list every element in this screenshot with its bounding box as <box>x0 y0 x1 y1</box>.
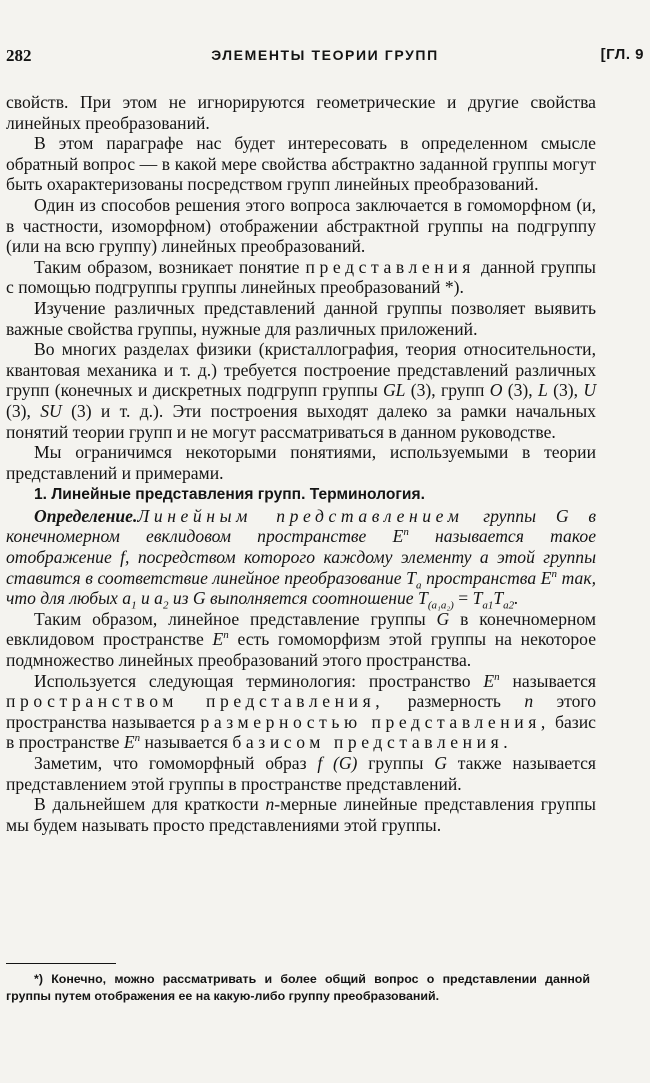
paragraph: Во многих разделах физики (кристаллография, теория относительности, квантовая механика и т. д.) требуется построение представлений различных групп (конечных и дискретных подгрупп группы GL (3), групп O (3), L (3), U (3), SU (3) и т. д.). Эти построения выходят далеко за рамки начальных понятий теории групп и не могут рассматриваться в данном руководстве. <box>6 339 597 442</box>
paragraph: В этом параграфе нас будет интересовать в определенном смысле обратный вопрос — в какой мере свойства абстрактно заданной группы могут быть охарактеризованы посредством групп линейных преобразований. <box>6 133 596 195</box>
definition-label: Определение. <box>34 505 138 526</box>
spaced-term: размерностью представления, <box>200 711 550 732</box>
paragraph: свойств. При этом не игнорируются геометрические и другие свойства линейных преобразований. <box>6 92 596 133</box>
definition: Определение.Линейным представлением группы G в конечномерном евклидовом пространстве $E^n$ называется такое отображение f, посредством которого каждому элементу a этой группы ставится в соответствие линейное преобразование $T_a$ пространства $E^n$ так, что для любых $a_1$ и $a_2$ из G выполняется соотношение $T_{(a_1a_2)} = T_{a1}T_{a2}$. <box>6 505 597 612</box>
spaced-term: базисом представления. <box>232 732 513 753</box>
main-text <box>6 92 596 835</box>
running-header <box>6 46 644 68</box>
paragraph: Используется следующая терминология: пространство $E^n$ называется пространством представления, размерность n этого пространства называется размерностью представления, базис в пространстве $E^n$ называется базисом представления. <box>6 670 596 753</box>
paragraph: Мы ограничимся некоторыми понятиями, используемыми в теории представлений и примерами. <box>6 442 596 483</box>
footnote-divider <box>6 963 116 964</box>
running-title: ЭЛЕМЕНТЫ ТЕОРИИ ГРУПП <box>211 47 439 63</box>
section-heading: 1. Линейные представления групп. Терминология. <box>34 486 425 504</box>
footnote: *) Конечно, можно рассматривать и более общий вопрос о представлении данной группы путем отображения ее на какую-либо группу преобразований. <box>6 972 590 1003</box>
paragraph: Изучение различных представлений данной группы позволяет выявить важные свойства группы, нужные для различных приложений. <box>6 297 596 339</box>
paragraph: Заметим, что гомоморфный образ f (G) группы G также называется представлением этой группы в пространстве представлений. <box>6 753 596 794</box>
paragraph: Таким образом, возникает понятие представления данной группы с помощью подгруппы группы линейных преобразований *). <box>6 256 597 298</box>
paragraph: В дальнейшем для краткости n-мерные линейные представления группы мы будем называть просто представлениями этой группы. <box>6 794 596 835</box>
spaced-term: пространством представления, <box>6 691 385 712</box>
formula: $T_{(a_1a_2)} = T_{a1}T_{a2}$. <box>418 588 519 612</box>
page-number: 282 <box>6 46 32 65</box>
definition-term: Линейным представлением <box>137 505 464 526</box>
spaced-term: представления <box>305 256 475 277</box>
paragraph: Один из способов решения этого вопроса заключается в гомоморфном (и, в частности, изоморфном) отображении абстрактной группы на подгруппу (или на всю группу) линейных преобразований. <box>6 194 596 257</box>
chapter-marker: [ГЛ. 9 <box>600 46 644 63</box>
paragraph: Таким образом, линейное представление группы G в конечномерном евклидовом пространстве $E^n$ есть гомоморфизм этой группы на некоторое подмножество линейных преобразований этого пространства. <box>6 608 596 671</box>
